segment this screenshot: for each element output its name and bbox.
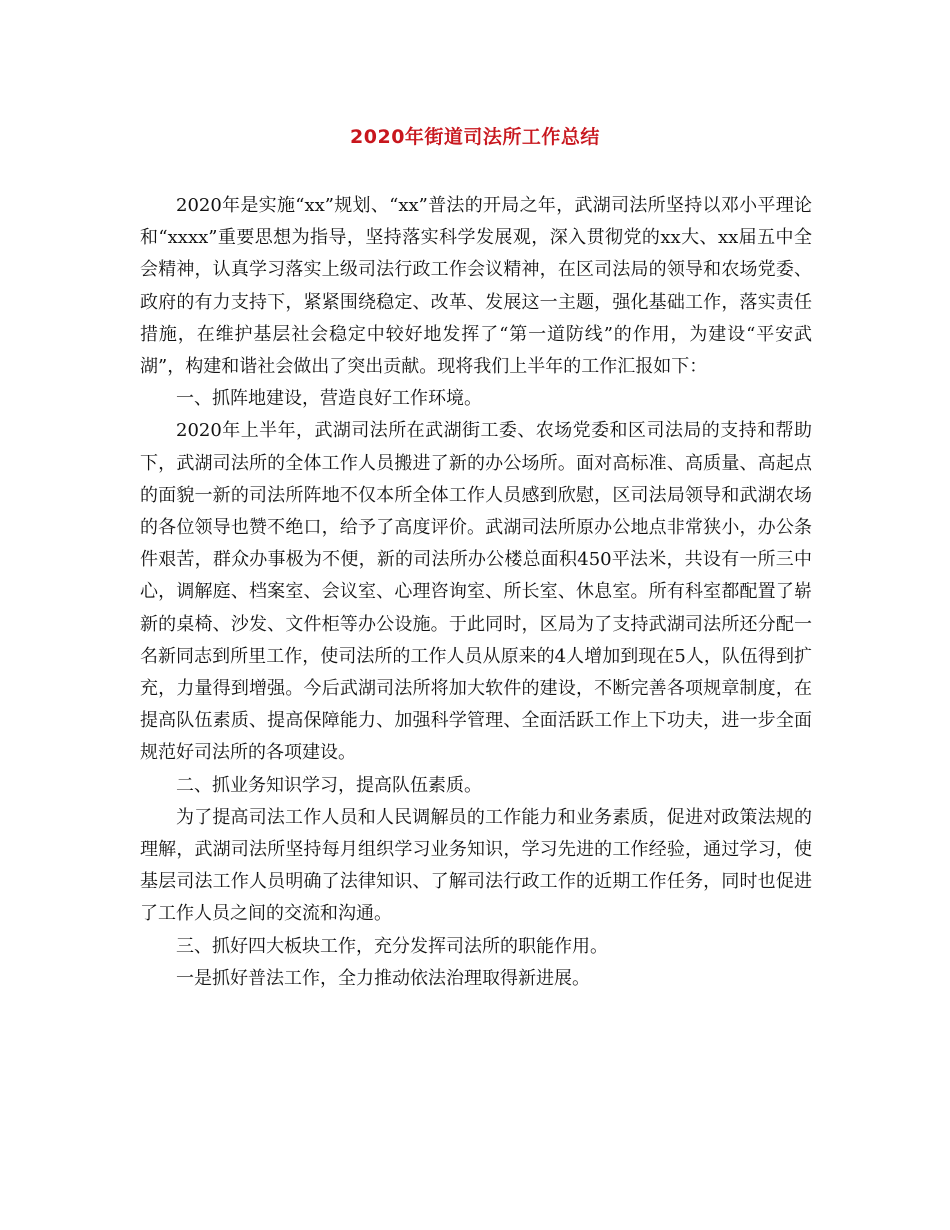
paragraph-section-2: 为了提高司法工作人员和人民调解员的工作能力和业务素质，促进对政策法规的理解，武湖司法所坚持每月组织学习业务知识，学习先进的工作经验，通过学习，使基层司法工作人员明确了法律知识、了解司法行政工作的近期工作任务，同时也促进了工作人员之间的交流和沟通。 bbox=[140, 806, 812, 925]
paragraph-intro: 2020年是实施“xx”规划、“xx”普法的开局之年，武湖司法所坚持以邓小平理论和“xxxx”重要思想为指导，坚持落实科学发展观，深入贯彻党的xx大、xx届五中全会精神，认真学习落实上级司法行政工作会议精神，在区司法局的领导和农场党委、政府的有力支持下，紧紧围绕稳定、改革、发展这一主题，强化基础工作，落实责任措施，在维护基层社会稳定中较好地发挥了“第一道防线”的作用，为建设“平安武湖”，构建和谐社会做出了突出贡献。现将我们上半年的工作汇报如下： bbox=[140, 195, 812, 378]
section-heading-2: 二、抓业务知识学习，提高队伍素质。 bbox=[176, 774, 482, 796]
subsection-item-1: 一是抓好普法工作，全力推动依法治理取得新进展。 bbox=[176, 967, 590, 989]
document-body bbox=[140, 190, 812, 995]
section-heading-3: 三、抓好四大板块工作，充分发挥司法所的职能作用。 bbox=[176, 935, 608, 957]
section-heading-1: 一、抓阵地建设，营造良好工作环境。 bbox=[176, 388, 482, 410]
paragraph-section-1: 2020年上半年，武湖司法所在武湖街工委、农场党委和区司法局的支持和帮助下，武湖司法所的全体工作人员搬进了新的办公场所。面对高标准、高质量、高起点的面貌一新的司法所阵地不仅本所全体工作人员感到欣慰，区司法局领导和武湖农场的各位领导也赞不绝口，给予了高度评价。武湖司法所原办公地点非常狭小，办公条件艰苦，群众办事极为不便，新的司法所办公楼总面积450平法米，共设有一所三中心，调解庭、档案室、会议室、心理咨询室、所长室、休息室。所有科室都配置了崭新的桌椅、沙发、文件柜等办公设施。于此同时，区局为了支持武湖司法所还分配一名新同志到所里工作，使司法所的工作人员从原来的4人增加到现在5人，队伍得到扩充，力量得到增强。今后武湖司法所将加大软件的建设，不断完善各项规章制度，在提高队伍素质、提高保障能力、加强科学管理、全面活跃工作上下功夫，进一步全面规范好司法所的各项建设。 bbox=[140, 420, 812, 764]
document-title: 2020年街道司法所工作总结 bbox=[350, 126, 600, 148]
